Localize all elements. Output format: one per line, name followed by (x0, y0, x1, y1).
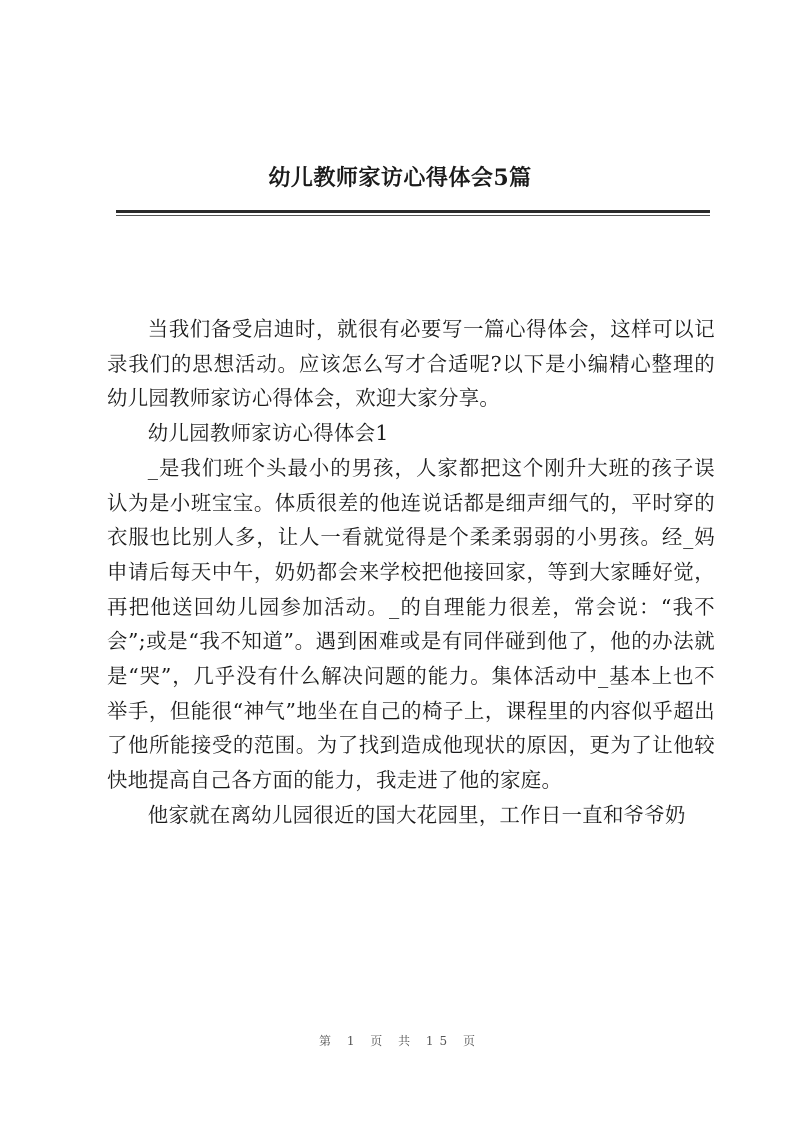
document-body (107, 312, 715, 833)
section-heading: 幼儿园教师家访心得体会1 (147, 421, 389, 446)
body-paragraph-continued: 他家就在离幼儿园很近的国大花园里，工作日一直和爷爷奶 (147, 802, 686, 827)
title-rule-thin (116, 215, 710, 216)
title-rule-thick (116, 210, 710, 213)
intro-paragraph: 当我们备受启迪时，就很有必要写一篇心得体会，这样可以记录我们的思想活动。应该怎么写才合适呢?以下是小编精心整理的幼儿园教师家访心得体会，欢迎大家分享。 (107, 317, 715, 411)
body-paragraph: _是我们班个头最小的男孩，人家都把这个刚升大班的孩子误认为是小班宝宝。体质很差的他连说话都是细声细气的，平时穿的衣服也比别人多，让人一看就觉得是个柔柔弱弱的小男孩。经_妈申请后每天中午，奶奶都会来学校把他接回家，等到大家睡好觉，再把他送回幼儿园参加活动。_的自理能力很差，常会说：“我不会”;或是“我不知道”。遇到困难或是有同伴碰到他了，他的办法就是“哭”，几乎没有什么解决问题的能力。集体活动中_基本上也不举手，但能很“神气”地坐在自己的椅子上，课程里的内容似乎超出了他所能接受的范围。为了找到造成他现状的原因，更为了让他较快地提高自己各方面的能力，我走进了他的家庭。 (107, 455, 715, 793)
document-title: 幼儿教师家访心得体会5篇 (268, 165, 532, 191)
page-number-footer: 第 1 页 共 15 页 (319, 1034, 481, 1048)
